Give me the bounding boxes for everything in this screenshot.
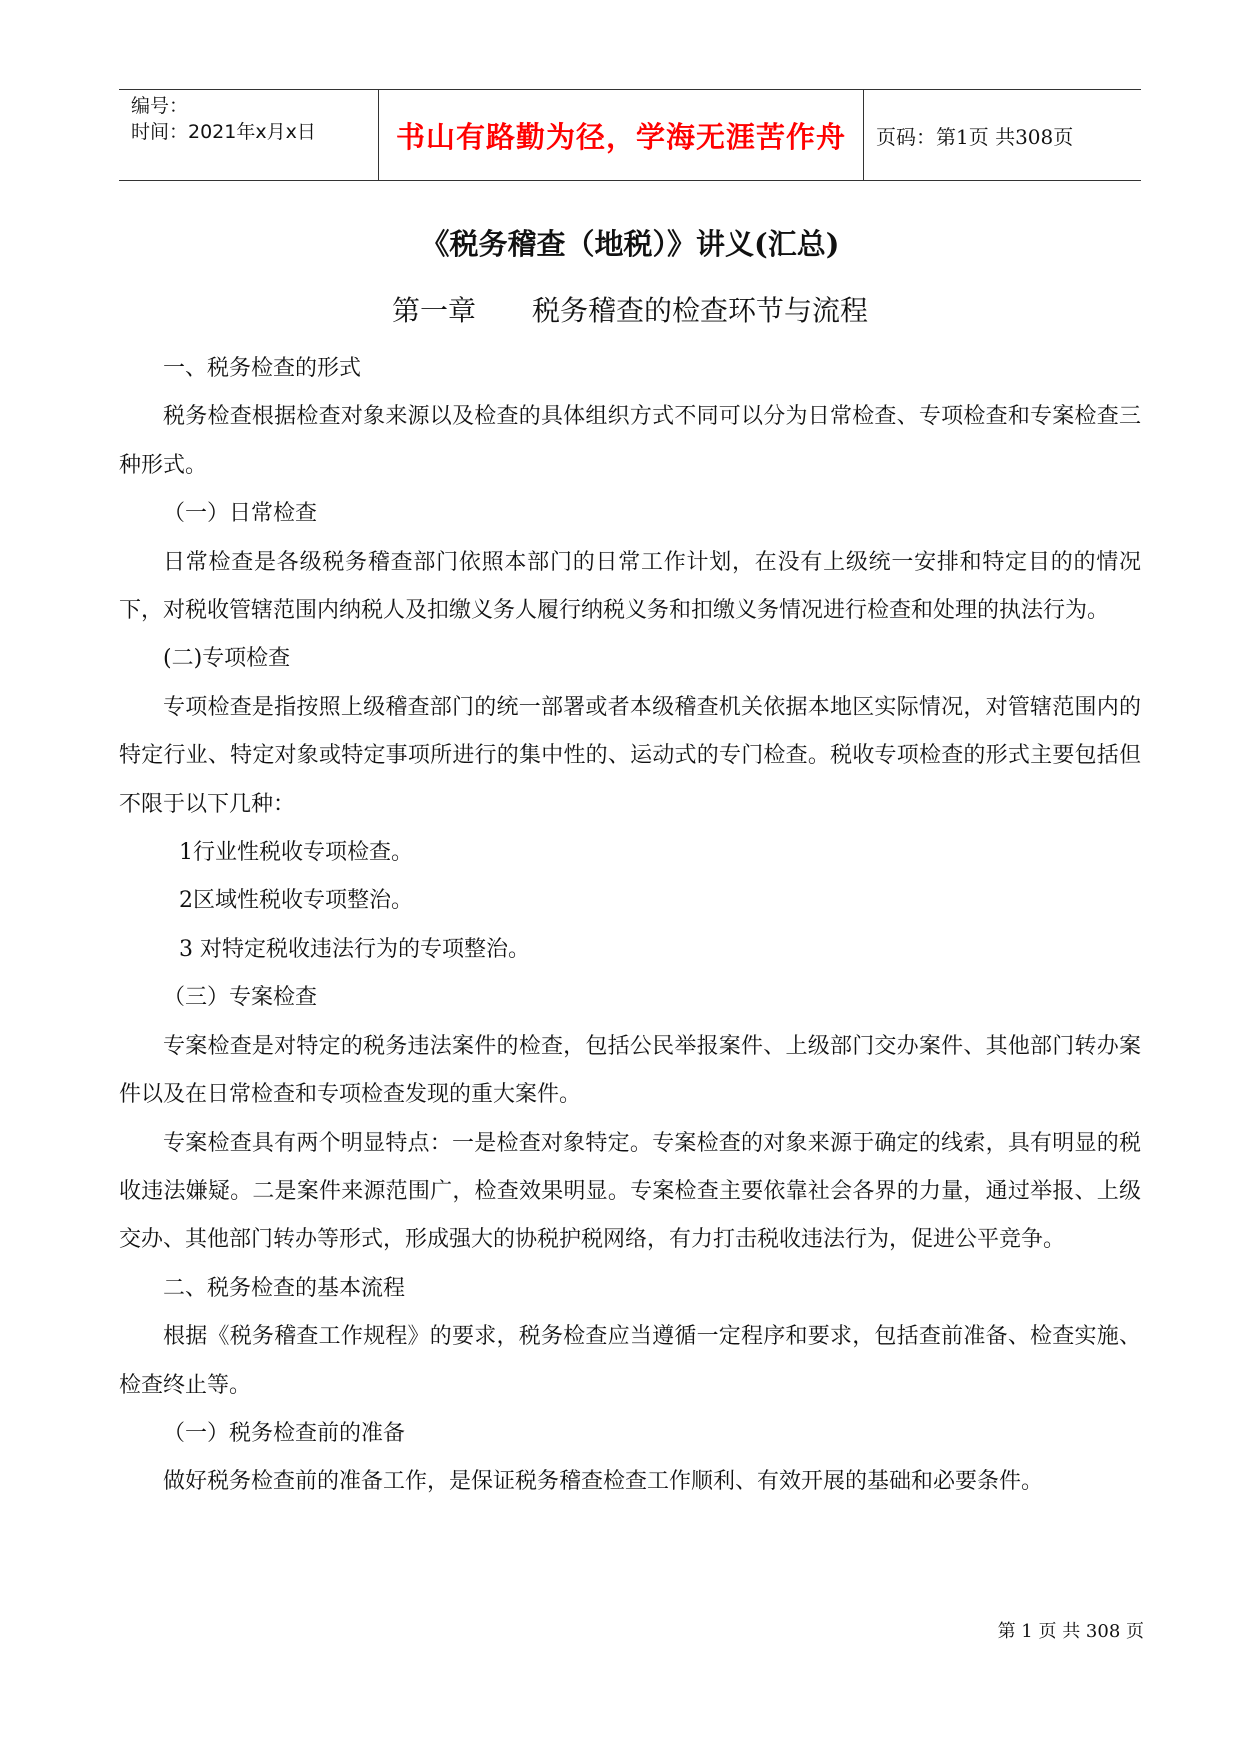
subsection-heading: (二)专项检查 (163, 646, 291, 672)
header-page-info: 页码：第1页 共308页 (876, 124, 1074, 149)
body-paragraph: 做好税务检查前的准备工作，是保证税务稽查检查工作顺利、有效开展的基础和必要条件。 (163, 1469, 1044, 1495)
document-time-label: 时间：2021年x月x日 (131, 121, 316, 143)
list-item: 3 对特定税收违法行为的专项整治。 (179, 936, 530, 962)
header-table (119, 89, 1141, 181)
body-paragraph: 专案检查具有两个明显特点：一是检查对象特定。专案检查的对象来源于确定的线索，具有明显的税收违法嫌疑。二是案件来源范围广，检查效果明显。专案检查主要依靠社会各界的力量，通过举报、上级交办、其他部门转办等形式，形成强大的协税护税网络，有力打击税收违法行为，促进公平竞争。 (119, 1130, 1141, 1253)
section-heading: 一、税务检查的形式 (163, 356, 362, 381)
header-info-cell (119, 90, 379, 180)
document-title: 《税务稽查（地税）》讲义(汇总) (420, 227, 840, 261)
header-page-cell (864, 90, 1141, 180)
footer-page-number: 第 1 页 共 308 页 (997, 1621, 1144, 1642)
body-paragraph: 专项检查是指按照上级稽查部门的统一部署或者本级稽查机关依据本地区实际情况，对管辖范围内的特定行业、特定对象或特定事项所进行的集中性的、运动式的专门检查。税收专项检查的形式主要包括但不限于以下几种： (119, 694, 1141, 817)
section-heading: 二、税务检查的基本流程 (163, 1275, 406, 1301)
list-item: 2区域性税收专项整治。 (179, 888, 413, 914)
body-paragraph: 税务检查根据检查对象来源以及检查的具体组织方式不同可以分为日常检查、专项检查和专案检查三种形式。 (119, 404, 1141, 478)
chapter-title: 第一章 税务稽查的检查环节与流程 (391, 294, 868, 327)
header-motto-cell (379, 90, 864, 180)
document-number-label: 编号： (131, 95, 189, 117)
subsection-heading: （一）税务检查前的准备 (163, 1420, 406, 1446)
document-body (119, 345, 1141, 1507)
header-motto: 书山有路勤为径，学海无涯苦作舟 (395, 119, 846, 154)
list-item: 1行业性税收专项检查。 (179, 840, 413, 866)
subsection-heading: （三）专案检查 (163, 985, 318, 1011)
subsection-heading: （一）日常检查 (163, 501, 318, 527)
body-paragraph: 根据《税务稽查工作规程》的要求，税务检查应当遵循一定程序和要求，包括查前准备、检查实施、检查终止等。 (119, 1324, 1141, 1398)
body-paragraph: 日常检查是各级税务稽查部门依照本部门的日常工作计划，在没有上级统一安排和特定目的的情况下，对税收管辖范围内纳税人及扣缴义务人履行纳税义务和扣缴义务情况进行检查和处理的执法行为。 (119, 549, 1141, 624)
body-paragraph: 专案检查是对特定的税务违法案件的检查，包括公民举报案件、上级部门交办案件、其他部门转办案件以及在日常检查和专项检查发现的重大案件。 (119, 1033, 1141, 1108)
